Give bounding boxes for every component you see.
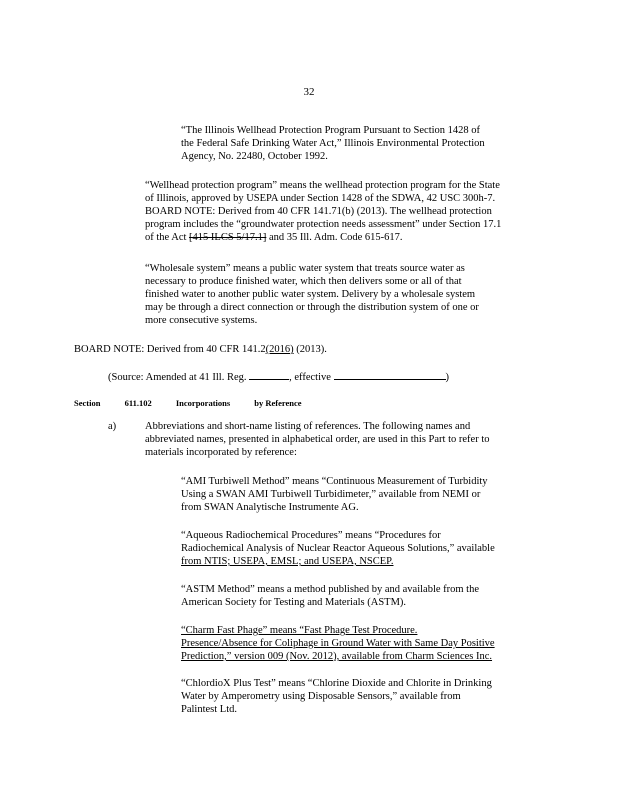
text-line: “AMI Turbiwell Method” means “Continuous Measurement of Turbidity <box>181 476 488 487</box>
text-line: “ASTM Method” means a method published by and available from the <box>181 584 480 595</box>
page-number: 32 <box>303 86 315 98</box>
aqueous-radiochemical-entry <box>181 529 535 568</box>
wellhead-protection-definition <box>145 179 547 244</box>
text-fragment: BOARD NOTE: Derived from 40 CFR 141.2 <box>74 344 266 355</box>
text-line: “Wellhead protection program” means the wellhead protection program for the State <box>145 180 500 191</box>
text-fragment: (2013). <box>293 344 327 355</box>
ami-turbiwell-entry <box>181 475 529 514</box>
text-line: more consecutive systems. <box>145 315 258 326</box>
text-line: Agency, No. 22480, October 1992. <box>181 151 328 162</box>
struck-citation: [415 ILCS 5/17.1] <box>189 232 267 243</box>
text-line: Using a SWAN AMI Turbiwell Turbidimeter,” available from NEMI or <box>181 489 481 500</box>
text-line: Abbreviations and short-name listing of references. The following names and <box>145 421 471 432</box>
section-title: Incorporations <box>175 398 231 408</box>
item-label: a) <box>108 421 117 432</box>
inserted-text-line: Presence/Absence for Coliphage in Ground Water with Same Day Positive <box>181 638 495 649</box>
abbreviations-intro <box>145 420 541 459</box>
text-line: program includes the “groundwater protection needs assessment” under Section 17.1 <box>145 219 502 230</box>
text-line: of Illinois, approved by USEPA under Section 1428 of the SDWA, 42 USC 300h-7. <box>145 193 496 204</box>
text-line: BOARD NOTE: Derived from 40 CFR 141.71(b) (2013). The wellhead protection <box>145 206 492 217</box>
text-fragment: of the Act <box>145 232 190 243</box>
text-line: “Wholesale system” means a public water system that treats source water as <box>145 263 465 274</box>
text-line: materials incorporated by reference: <box>145 447 297 458</box>
wholesale-system-definition <box>145 262 527 327</box>
inserted-text-line: from NTIS; USEPA, EMSL; and USEPA, NSCEP. <box>181 556 394 567</box>
text-line: American Society for Testing and Materials (ASTM). <box>181 597 407 608</box>
inserted-year: (2016) <box>265 344 294 355</box>
board-note <box>74 343 327 356</box>
inserted-text-line: Prediction,” version 009 (Nov. 2012), available from Charm Sciences Inc. <box>181 651 493 662</box>
section-heading <box>74 397 324 410</box>
charm-fast-phage-entry <box>181 624 537 663</box>
text-line: finished water to another public water system. Delivery by a wholesale system <box>145 289 476 300</box>
astm-method-entry <box>181 583 521 609</box>
text-line: necessary to produce finished water, which then delivers some or all of that <box>145 276 462 287</box>
section-number: 611.102 <box>124 398 152 408</box>
text-fragment: and 35 Ill. Adm. Code 615-617. <box>266 232 403 243</box>
text-fragment: (Source: Amended at 41 Ill. Reg. <box>108 372 247 383</box>
text-line: may be through a direct connection or through the distribution system of one or <box>145 302 479 313</box>
text-line <box>145 231 547 244</box>
chlordiox-plus-entry <box>181 677 533 716</box>
text-line: the Federal Safe Drinking Water Act,” Illinois Environmental Protection <box>181 138 485 149</box>
text-line: abbreviated names, presented in alphabetical order, are used in this Part to refer to <box>145 434 490 445</box>
wellhead-program-reference <box>181 124 525 163</box>
blank-line <box>249 369 289 380</box>
source-note <box>108 369 449 384</box>
blank-line <box>334 369 446 380</box>
text-line: Water by Amperometry using Disposable Sensors,” available from <box>181 691 461 702</box>
section-title: by Reference <box>254 398 302 408</box>
text-line: “Aqueous Radiochemical Procedures” means “Procedures for <box>181 530 441 541</box>
text-line: Radiochemical Analysis of Nuclear Reactor Aqueous Solutions,” available <box>181 543 495 554</box>
text-fragment: , effective <box>289 372 331 383</box>
text-line: “ChlordioX Plus Test” means “Chlorine Dioxide and Chlorite in Drinking <box>181 678 492 689</box>
text-fragment: ) <box>445 372 450 383</box>
section-label: Section <box>74 398 101 408</box>
inserted-text-line: “Charm Fast Phage” means “Fast Phage Test Procedure. <box>181 625 418 636</box>
text-line: Palintest Ltd. <box>181 704 237 715</box>
text-line: from SWAN Analytische Instrumente AG. <box>181 502 359 513</box>
text-line: “The Illinois Wellhead Protection Program Pursuant to Section 1428 of <box>181 125 481 136</box>
